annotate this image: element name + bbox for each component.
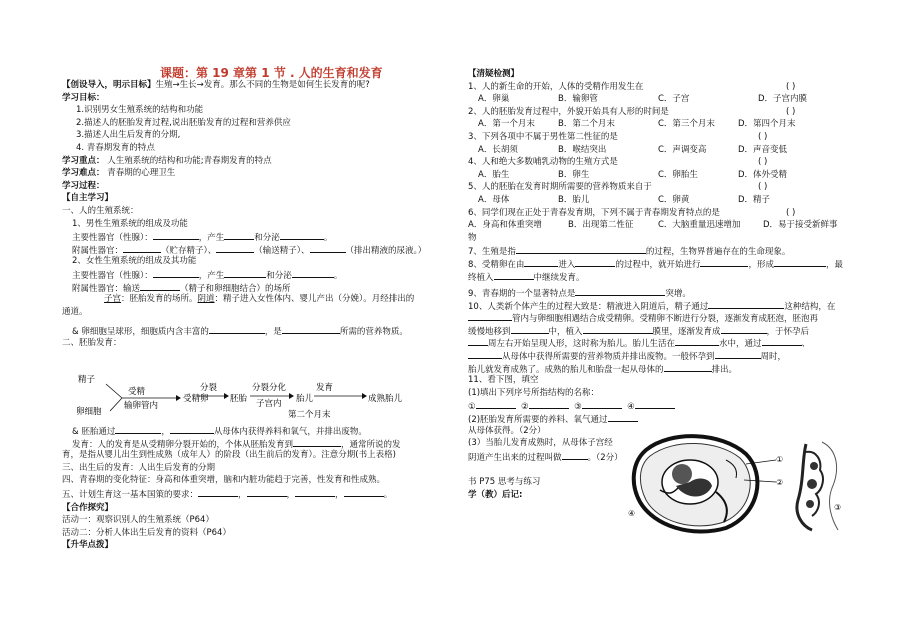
blank[interactable] <box>583 324 653 334</box>
blank[interactable] <box>562 450 588 460</box>
female-main-organ: 主要性器官（性腺）： ，产生 和分泌 。 <box>62 268 462 281</box>
egg-cell-line: & 卵细胞呈球形，细胞质内含丰富的 ，是 所需的营养物质。 <box>62 324 462 337</box>
question-5-options: A．母体 B．胎儿 C．卵黄 D．精子 <box>478 194 771 205</box>
blank[interactable] <box>575 257 615 267</box>
blank[interactable] <box>293 437 341 447</box>
question-11-part-3: (3）当胎儿发育成熟时，从母体子宫经 <box>468 438 613 449</box>
blank[interactable] <box>524 257 558 267</box>
book-exercise: 书 P75 思考与练习 <box>468 477 541 488</box>
blank[interactable] <box>247 487 287 497</box>
figure-label-4: ④ <box>628 509 636 518</box>
blank[interactable] <box>762 336 802 346</box>
left-column-lower <box>62 424 462 552</box>
blank[interactable] <box>344 487 384 497</box>
activity-1: 活动一：观察识别人的生殖系统（P64） <box>62 515 214 526</box>
question-2-options: A．第一个月末 B．第二个月末 C．第三个月末 D．第四个月末 <box>478 119 796 130</box>
oviduct-label: 输卵管内 <box>124 401 159 411</box>
activity-2: 活动二：分析人体出生后发育的资料（P64） <box>62 527 231 538</box>
blank[interactable] <box>468 349 502 359</box>
zygote-label: 受精卵 <box>183 394 209 404</box>
question-10-line-6: 胎儿就发育成熟了。成熟的胎儿和胎盘一起从母体的 排出。 <box>468 362 868 375</box>
blank[interactable] <box>721 324 767 334</box>
question-2: 2、人的胚胎发育过程中，外貌开始具有人形的时间是 ( ) <box>468 106 796 117</box>
page-title: 课题：第 19 章第 1 节 . 人的生育和发育 <box>160 66 383 80</box>
embryo-flow-diagram <box>76 374 416 420</box>
question-1-options: A．卵巢 B．输卵管 C．子宫 D．子宫内膜 <box>478 94 808 105</box>
post-lesson-notes: 学（教）后记: <box>468 490 523 500</box>
blank[interactable] <box>224 230 254 240</box>
question-11-part-3b: 阴道产生出来的过程叫做 。（2分） <box>468 450 868 463</box>
question-10-line-2: 管内与卵细胞相遇结合成受精卵。受精卵不断进行分裂，逐渐发育成胚泡，胚泡再 <box>468 311 868 324</box>
question-11-part-1: (1)填出下列序号所指结构的名称： <box>468 387 600 398</box>
blank[interactable] <box>468 336 488 346</box>
uterus-label: 子宫内 <box>256 399 282 409</box>
difficulty-text: 青春期的心理卫生 <box>107 168 176 179</box>
intro-label: 【创设导入，明示目标】 <box>62 80 156 90</box>
process-label: 学习过程： <box>62 180 105 191</box>
development-line-2: 育，是指从婴儿出生到性成熟（成年人）的阶段（出生前后的发育）。注意分期(书上表格) <box>62 450 396 461</box>
blank[interactable] <box>115 424 161 434</box>
figure-label-2: ② <box>776 478 784 487</box>
egg-label: 卵细胞 <box>76 407 102 417</box>
difficulty-line <box>62 167 462 180</box>
female-system-heading: 2、女性生殖系统的组成及其功能 <box>72 256 197 267</box>
cooperation-label: 【合作探究】 <box>62 502 114 513</box>
question-1: 1、人的新生命的开始，人体的受精作用发生在 ( ) <box>468 81 796 92</box>
section-5-line: 五、计划生育这一基本国策的要求： ， ， ， 。 <box>62 487 462 500</box>
blank[interactable] <box>476 399 516 409</box>
answer-paren[interactable]: ( ) <box>758 131 768 142</box>
blank[interactable] <box>468 311 512 321</box>
answer-paren[interactable]: ( ) <box>786 207 796 218</box>
figure-label-3: ③ <box>834 503 842 512</box>
blank[interactable] <box>216 243 254 253</box>
passage-line: 通道。 <box>62 306 88 317</box>
question-6-continuation: 物 <box>468 232 477 243</box>
question-7: 7、生殖是指 的过程，生物界普遍存在的生命现象。 <box>468 244 868 257</box>
division-label: 分裂 <box>200 383 218 393</box>
blank[interactable] <box>310 243 346 253</box>
section-4-heading: 四、青春期的变化特征：身高和体重突增，脑和内脏功能趋于完善，性发育和性成熟。 <box>62 475 386 486</box>
goal-item: 2.描述人的胚胎发育过程,说出胚胎发育的过程和营养供应 <box>76 117 291 128</box>
blank[interactable] <box>664 362 712 372</box>
fetus-label: 胎儿 <box>296 394 314 404</box>
blank[interactable] <box>140 281 180 291</box>
key-line <box>62 155 462 168</box>
goal-item: 4. 青春期发育的特点 <box>76 142 155 153</box>
answer-paren[interactable]: ( ) <box>786 106 796 117</box>
check-label: 【清疑检测】 <box>468 69 520 79</box>
answer-paren[interactable]: ( ) <box>786 81 796 92</box>
figure-label-1: ① <box>776 455 784 464</box>
blank[interactable] <box>715 349 761 359</box>
blank[interactable] <box>608 412 638 422</box>
blank[interactable] <box>700 257 748 267</box>
blank[interactable] <box>123 243 161 253</box>
question-4-options: A．胎生 B．卵生 C．卵胎生 D．体外受精 <box>478 169 788 180</box>
embryo-label: 胚胎 <box>230 394 248 404</box>
intro-text: 生殖→生长→发育。那么不同的生物是如何生长发育的呢? <box>155 80 370 90</box>
question-3-options: A．长胡须 B．喉结突出 C．声调变高 D．声音变低 <box>478 144 788 155</box>
blank[interactable] <box>224 268 266 278</box>
answer-paren[interactable]: ( ) <box>758 182 768 193</box>
question-10-line-4: 周左右开始呈现人形，这时称为胎儿。胎儿生活在 水中，通过 、 <box>468 336 868 349</box>
blank[interactable] <box>292 268 334 278</box>
question-8: 8、受精卵在由 进入 的过程中，就开始进行 ，形成 ，最 <box>468 257 868 270</box>
section-2-heading: 二、胚胎发育： <box>62 337 122 348</box>
development-label: 发育 <box>316 383 334 393</box>
blank[interactable] <box>511 324 549 334</box>
key-label: 学习重点： <box>62 155 105 166</box>
blank[interactable] <box>153 268 199 278</box>
sublimation-label: 【升华点拨】 <box>62 540 114 551</box>
goals-label: 学习目标： <box>62 92 105 103</box>
fertilization-label: 受精 <box>128 387 146 397</box>
section-1-heading: 一、人的生殖系统： <box>62 205 139 216</box>
blank[interactable] <box>170 424 214 434</box>
question-11-part-1-blanks: ① ② ③ ④ <box>468 399 868 412</box>
blank[interactable] <box>774 257 826 267</box>
development-line: 发育：人的发育是从受精卵分裂开始的，个体从胚胎发育到 ，通常所说的发 <box>62 437 462 450</box>
question-3: 3、下列各项中不属于男性第二性征的是 ( ) <box>468 131 768 142</box>
blank[interactable] <box>282 324 340 334</box>
intro-line <box>62 79 462 92</box>
section-3-heading: 三、出生后的发育：人出生后发育的分期 <box>62 462 216 473</box>
blank[interactable] <box>280 230 324 240</box>
blank[interactable] <box>153 230 199 240</box>
uterus-vagina-line: 子宫：胚胎发育的场所。阴道：精子进入女性体内、婴儿产出（分娩）。月经排出的 <box>104 294 415 305</box>
self-study-label: 【自主学习】 <box>62 193 114 204</box>
question-4: 4、人和绝大多数哺乳动物的生殖方式是 ( ) <box>468 157 768 168</box>
blank[interactable] <box>209 324 265 334</box>
sperm-label: 精子 <box>78 375 96 385</box>
question-11: 11、看下图，填空 <box>468 375 539 386</box>
question-11-part-2: (2)胚胎发育所需要的养料、氧气通过 <box>468 412 868 425</box>
question-10: 10、人类新个体产生的过程大致是：精液进入阴道后，精子通过 这种结构，在 <box>468 299 868 312</box>
mature-fetus-label: 成熟胎儿 <box>368 394 403 404</box>
blank[interactable] <box>635 399 675 409</box>
difficulty-label: 学习难点： <box>62 168 105 179</box>
male-main-organ: 主要性器官（性腺）： ，产生 和分泌 。 <box>62 230 462 243</box>
question-5: 5、人的胚胎在发育时期所需要的营养物质来自于 ( ) <box>468 182 768 193</box>
question-8-cont: 终植入 中继续发育。 <box>468 270 868 283</box>
goal-item: 3.描述人出生后发育的分期, <box>76 130 181 141</box>
second-month-label: 第二个月末 <box>288 410 331 420</box>
blank[interactable] <box>295 487 335 497</box>
question-9: 9、青春期的一个显著特点是 突增。 <box>468 286 868 299</box>
blank[interactable] <box>708 299 784 309</box>
male-system-heading: 1、男性生殖系统的组成及功能 <box>72 218 188 229</box>
female-accessory-organ: 附属性器官：输送 （精子和卵细胞结合）的场所 <box>62 281 462 294</box>
male-accessory-organ: 附属性器官： （贮存精子）、 （输送精子）、 （排出精液的尿液。） <box>62 243 462 256</box>
question-10-line-5: 从母体中获得所需要的营养物质并排出废物。一般怀孕到 周时， <box>468 349 868 362</box>
blank[interactable] <box>529 399 569 409</box>
left-column <box>62 79 462 349</box>
question-6: 6、同学们现在正处于青春发育期，下列不属于青春期发育特点的是 ( ) <box>468 207 796 218</box>
embryo-nutrition-line: & 胚胎通过 ， 从母体内获得养料和氧气，并排出废物。 <box>62 424 462 437</box>
blank[interactable] <box>582 399 622 409</box>
blank[interactable] <box>494 270 534 280</box>
question-10-line-3: 缓慢地移到 中，植入 膜里，逐渐发育成 ，于怀孕后 <box>468 324 868 337</box>
blank[interactable] <box>198 487 238 497</box>
fetus-in-uterus-illustration <box>626 430 860 534</box>
answer-paren[interactable]: ( ) <box>758 157 768 168</box>
question-11-part-2b: 从母体获得。（2分） <box>468 425 546 436</box>
blank[interactable] <box>575 286 665 296</box>
goal-item: 1.识别男女生殖系统的结构和功能 <box>76 105 204 116</box>
blank[interactable] <box>516 244 646 254</box>
key-text: 人生殖系统的结构和功能;青春期发育的特点 <box>107 155 272 166</box>
blank[interactable] <box>675 336 719 346</box>
differentiation-label: 分裂分化 <box>252 383 287 393</box>
question-6-options: A．身高和体重突增 B．出现第二性征 C．大脑重量迅速增加 D．易于接受新鲜事 <box>468 220 838 231</box>
